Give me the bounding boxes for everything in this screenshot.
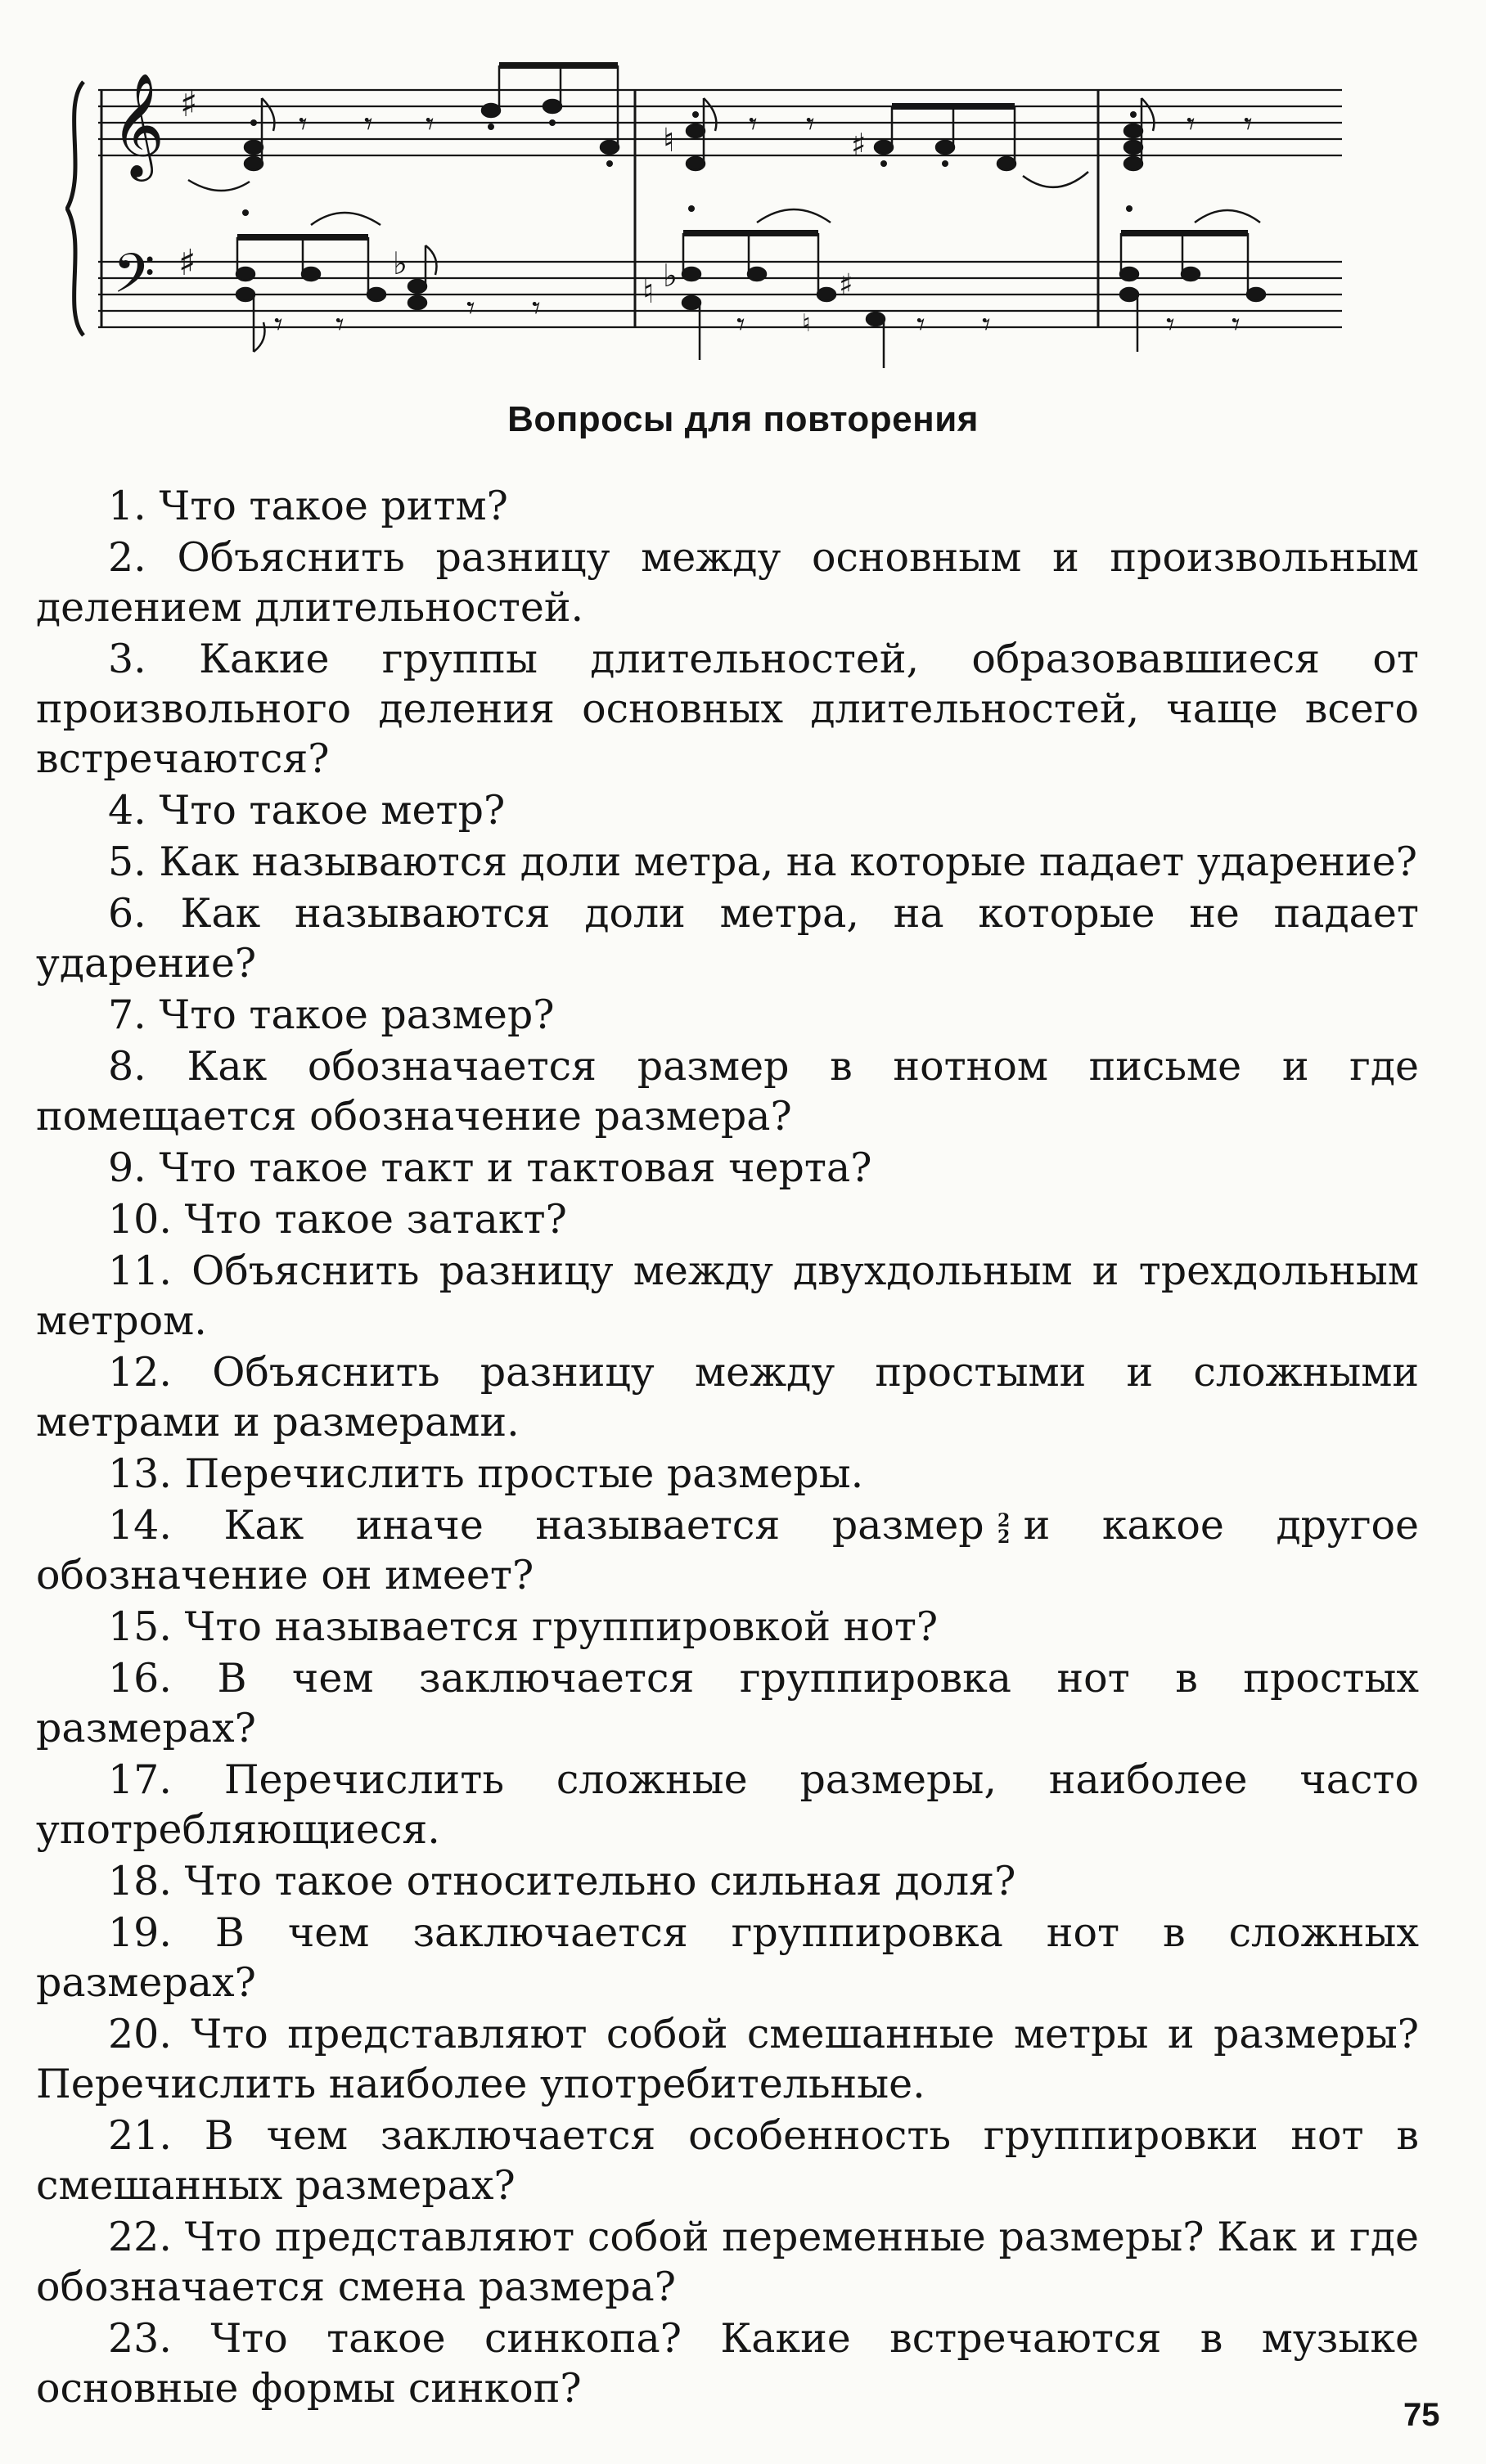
question-item: 1. Что такое ритм? xyxy=(108,483,508,529)
question-item: 21. В чем заключается особенность группировки нот в смешанных размерах? xyxy=(36,2112,1419,2209)
svg-text:𝄾: 𝄾 xyxy=(426,106,435,143)
question-item: 8. Как обозначается размер в нотном письме и где помещается обозначение размера? xyxy=(36,1043,1419,1140)
question-item: 4. Что такое метр? xyxy=(108,787,506,834)
question-item: 5. Как называются доли метра, на которые падает ударение? xyxy=(108,839,1417,885)
svg-text:♮: ♮ xyxy=(802,309,811,338)
question-item: 12. Объяснить разницу между простыми и сложными метрами и размерами. xyxy=(36,1349,1420,1446)
svg-text:♯: ♯ xyxy=(178,242,196,284)
svg-text:𝄢: 𝄢 xyxy=(113,242,155,318)
question-item: 6. Как называются доли метра, на которые не падает ударение? xyxy=(36,890,1419,987)
svg-text:♮: ♮ xyxy=(663,122,675,160)
svg-text:𝄾: 𝄾 xyxy=(274,306,283,344)
question-item: 22. Что представляют собой переменные размеры? Как и где обозначается смена размера? xyxy=(36,2214,1419,2310)
svg-text:♭: ♭ xyxy=(663,258,678,294)
question-item: 11. Объяснить разницу между двухдольным и трехдольным метром. xyxy=(36,1248,1419,1344)
question-item: 23. Что такое синкопа? Какие встречаются в музыке основные формы синкоп? xyxy=(36,2315,1419,2412)
svg-text:♯: ♯ xyxy=(839,268,853,302)
question-item: 10. Что такое затакт? xyxy=(108,1196,567,1243)
question-item: 3. Какие группы длительностей, образовавшиеся от произвольного деления основных длительностей, чаще всего встречаются? xyxy=(36,636,1419,782)
svg-text:𝄾: 𝄾 xyxy=(806,106,815,143)
svg-text:𝄾: 𝄾 xyxy=(466,290,475,327)
question-item: 7. Что такое размер? xyxy=(108,991,555,1038)
svg-text:♮: ♮ xyxy=(642,273,655,311)
question-item: 20. Что представляют собой смешанные метры и размеры? Перечислить наиболее употребительные. xyxy=(36,2011,1420,2107)
svg-text:𝄾: 𝄾 xyxy=(364,106,373,143)
svg-text:𝄾: 𝄾 xyxy=(749,106,758,143)
question-item: 13. Перечислить простые размеры. xyxy=(108,1450,864,1497)
question-item: 14. Как иначе называется размер 2 2 и какое другое обозначение он имеет? xyxy=(36,1502,1420,1598)
svg-text:𝄾: 𝄾 xyxy=(532,290,541,327)
svg-text:𝄾: 𝄾 xyxy=(916,306,925,344)
question-item: 15. Что называется группировкой нот? xyxy=(108,1603,939,1650)
music-score xyxy=(65,41,1342,384)
svg-text:𝄾: 𝄾 xyxy=(1187,106,1196,143)
time-signature-fraction: 2 2 xyxy=(997,1509,1011,1548)
svg-text:𝄾: 𝄾 xyxy=(1244,106,1253,143)
svg-text:𝄞: 𝄞 xyxy=(111,72,165,177)
page-number: 75 xyxy=(1403,2397,1440,2433)
question-item: 2. Объяснить разницу между основным и произвольным делением длительностей. xyxy=(36,534,1420,631)
svg-text:𝄾: 𝄾 xyxy=(335,306,344,344)
question-item: 19. В чем заключается группировка нот в сложных размерах? xyxy=(36,1909,1420,2006)
svg-text:♯: ♯ xyxy=(851,127,867,163)
svg-text:𝄾: 𝄾 xyxy=(1166,306,1175,344)
question-item: 9. Что такое такт и тактовая черта? xyxy=(108,1144,872,1191)
questions-list xyxy=(36,481,1419,2415)
svg-text:𝄾: 𝄾 xyxy=(1232,306,1241,344)
svg-text:♯: ♯ xyxy=(180,83,198,125)
svg-text:♭: ♭ xyxy=(393,245,408,281)
svg-text:𝄾: 𝄾 xyxy=(299,106,308,143)
question-item: 18. Что такое относительно сильная доля? xyxy=(108,1858,1016,1904)
svg-text:𝄾: 𝄾 xyxy=(736,306,745,344)
question-item: 16. В чем заключается группировка нот в простых размерах? xyxy=(36,1655,1420,1751)
question-item: 17. Перечислить сложные размеры, наиболее часто употребляющиеся. xyxy=(36,1756,1419,1853)
section-heading: Вопросы для повторения xyxy=(507,399,979,439)
svg-text:𝄾: 𝄾 xyxy=(982,306,991,344)
